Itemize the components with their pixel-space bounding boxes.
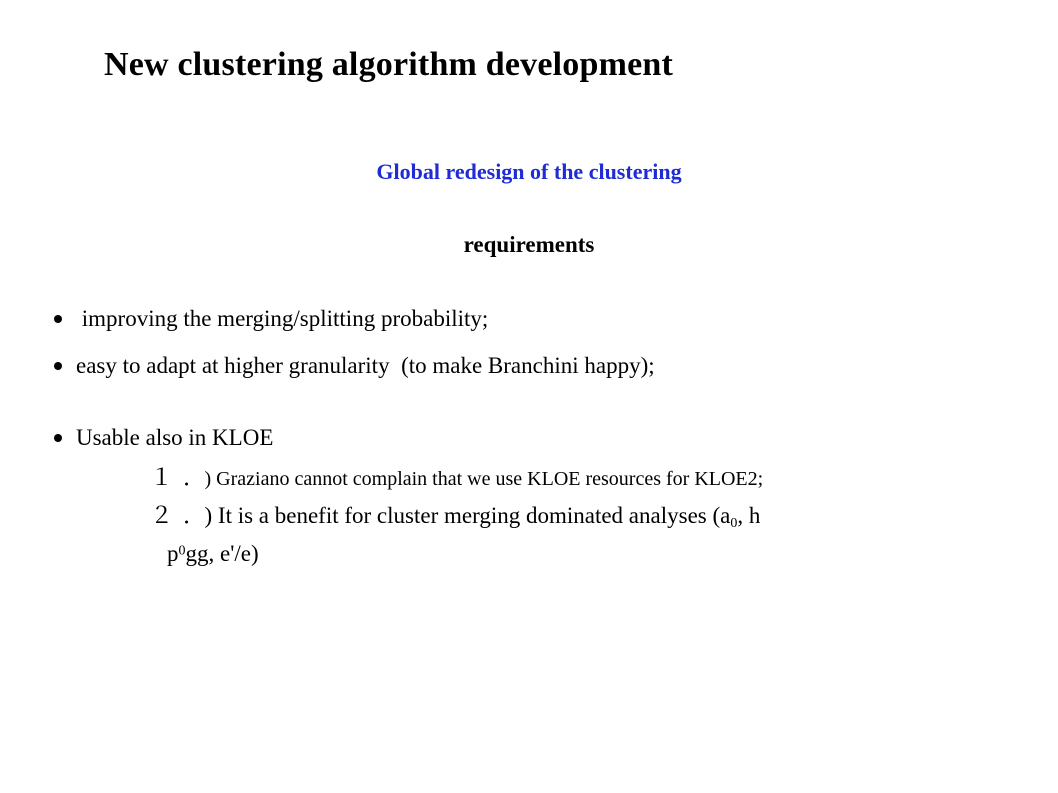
superscript: 0 [178,543,186,559]
sub-item-number: ２． [150,503,205,529]
sub-item-number: １． [150,465,205,491]
sub-item [150,497,760,532]
continuation-text: gg, e'/e) [185,541,259,566]
bullet-item [54,425,273,451]
sub-item-text: ) Graziano cannot complain that we use KLOE resources for KLOE2; [204,468,764,490]
sub-item [150,459,763,492]
subscript: 0 [730,516,738,532]
bullet-item [54,353,655,379]
slide-subtitle: Global redesign of the clustering [376,159,682,184]
bullet-dot-icon [54,315,62,323]
bullet-dot-icon [54,434,62,442]
sub-item-continuation [167,541,259,567]
bullet-item [54,306,488,332]
bullet-text: easy to adapt at higher granularity (to make Branchini happy); [76,353,655,378]
bullet-dot-icon [54,362,62,370]
sub-item-text-cont: , h [737,503,761,528]
bullet-text: Usable also in KLOE [76,425,274,450]
slide-title: New clustering algorithm development [104,46,674,83]
bullet-text: improving the merging/splitting probability; [76,306,489,331]
p-letter: p [167,541,179,566]
sub-item-text: ) It is a benefit for cluster merging dominated analyses (a [204,503,731,528]
requirements-heading: requirements [463,232,595,257]
